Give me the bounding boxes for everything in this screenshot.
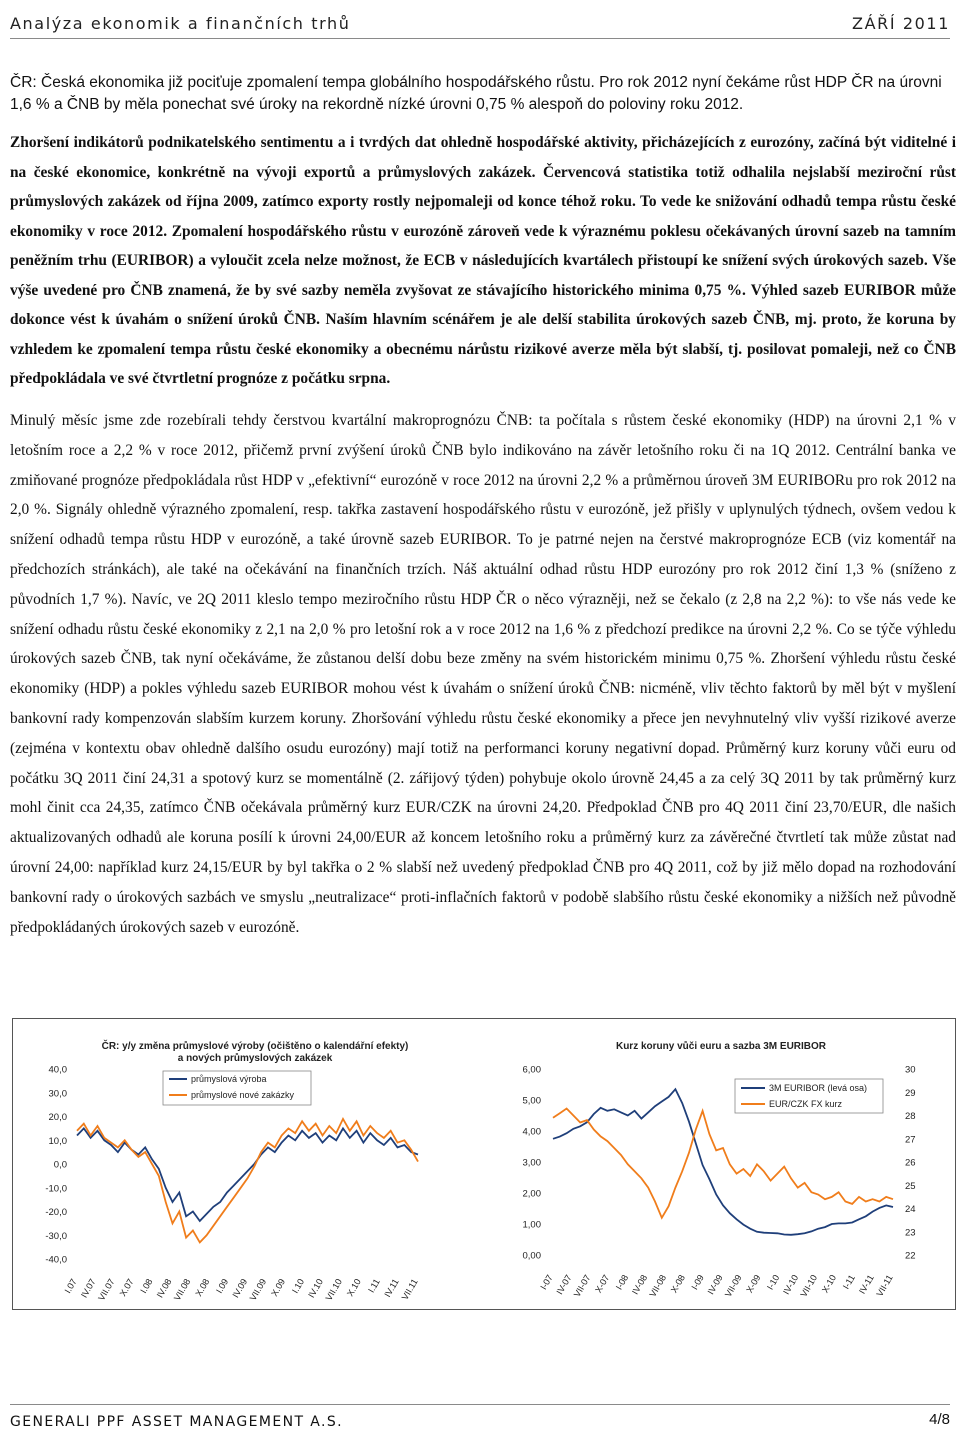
chart1-xtick: VII.11 bbox=[399, 1277, 420, 1302]
chart-czk-euribor bbox=[523, 1040, 916, 1299]
chart2-xtick: I-09 bbox=[689, 1273, 706, 1292]
chart2-ytick-right: 30 bbox=[905, 1064, 916, 1076]
chart2-legend bbox=[735, 1079, 883, 1113]
chart2-ytick-left: 1,00 bbox=[522, 1219, 541, 1231]
chart1-legend-label: průmyslová výroba bbox=[191, 1074, 267, 1084]
chart1-legend-label: průmyslové nové zakázky bbox=[191, 1090, 295, 1100]
charts-svg bbox=[13, 1019, 955, 1309]
chart2-xtick: IV-10 bbox=[781, 1273, 801, 1297]
chart1-ytick: -30,0 bbox=[45, 1230, 67, 1242]
page-header bbox=[10, 14, 950, 39]
report-date: ZÁŘÍ 2011 bbox=[852, 14, 950, 33]
chart2-xtick: VII-07 bbox=[571, 1273, 593, 1299]
chart1-title bbox=[102, 1039, 409, 1064]
chart2-xtick: I-10 bbox=[764, 1273, 782, 1292]
chart2-title-line: Kurz koruny vůči euru a sazba 3M EURIBOR bbox=[615, 1041, 827, 1052]
chart1-xtick: X.08 bbox=[193, 1277, 212, 1299]
chart2-series-line bbox=[553, 1109, 893, 1218]
page-number: 4/8 bbox=[929, 1411, 950, 1428]
chart1-xtick: VII.09 bbox=[247, 1277, 269, 1303]
chart1-xtick: IV.11 bbox=[382, 1277, 401, 1299]
chart2-xtick: IV-07 bbox=[554, 1273, 574, 1297]
chart1-xtick: VII.10 bbox=[323, 1277, 344, 1303]
chart2-xtick: VII-10 bbox=[798, 1273, 820, 1299]
chart2-ytick-left: 2,00 bbox=[522, 1188, 541, 1200]
chart2-xtick: X-10 bbox=[819, 1273, 839, 1295]
chart1-ytick: 10,0 bbox=[48, 1135, 67, 1147]
chart2-xtick: IV-11 bbox=[857, 1273, 876, 1296]
chart2-ytick-right: 22 bbox=[905, 1250, 916, 1262]
chart-industry bbox=[45, 1039, 419, 1302]
chart1-xtick: X.10 bbox=[344, 1277, 363, 1299]
chart2-xtick: X-09 bbox=[744, 1273, 763, 1295]
bold-paragraph: Zhoršení indikátorů podnikatelského sentimentu a i tvrdých dat ohledně hospodářské aktivity, přicházejících z eurozóny, začíná být viditelné i na české ekonomice, konkrétně na vývoji exportů a průmyslových zakázek. Červencová statistika totiž odhalila nejslabší meziroční růst průmyslových zakázek od října 2009, zatímco exporty rostly nejpomaleji od konce téhož roku. To vede ke snižování odhadů tempa růstu české ekonomiky v roce 2012. Zpomalení hospodářského růstu v eurozóně zároveň vede k výraznému poklesu očekávaných úrovní sazeb na tamním peněžním trhu (EURIBOR) a vyloučit zcela nelze možnost, že ECB v následujících kvartálech přistoupí ke snížení svých úrokových sazeb. Vše výše uvedené pro ČNB znamená, že by své sazby neměla zvyšovat ze stávajícího historického minima 0,75 %. Výhled sazeb EURIBOR může dokonce vést k úvahám o snížení úroků ČNB. Naším hlavním scénářem je ale delší stabilita úrokových sazeb ČNB, mj. proto, že koruna by vzhledem ke zpomalení tempa růstu české ekonomiky a obecnému nárůstu rizikové averze měla být slabší, tj. posilovat pomaleji, než co ČNB předpokládala ve své čtvrtletní prognóze z počátku srpna. bbox=[10, 134, 956, 387]
chart1-title-line: ČR: y/y změna průmyslové výroby (očištěno o kalendářní efekty) bbox=[101, 1041, 409, 1052]
charts-frame bbox=[12, 1018, 956, 1310]
lead-paragraph: ČR: Česká ekonomika již pociťuje zpomalení tempa globálního hospodářského růstu. Pro rok 2012 nyní čekáme růst HDP ČR na úrovni 1,6 % a ČNB by měla ponechat své úroky na rekordně nízké úrovni 0,75 % alespoň do poloviny roku 2012. bbox=[10, 74, 942, 113]
chart1-xtick: X.07 bbox=[117, 1277, 136, 1299]
company-name: GENERALI PPF ASSET MANAGEMENT A.S. bbox=[10, 1414, 343, 1430]
chart2-ytick-left: 5,00 bbox=[522, 1095, 541, 1107]
chart2-ytick-right: 28 bbox=[905, 1111, 916, 1122]
chart1-legend bbox=[163, 1071, 311, 1105]
chart1-xtick: I.09 bbox=[214, 1277, 231, 1296]
chart2-xtick: I-08 bbox=[613, 1273, 631, 1292]
chart2-xtick: IV-09 bbox=[705, 1273, 725, 1297]
chart1-ytick: 30,0 bbox=[48, 1088, 67, 1100]
chart1-xtick: I.07 bbox=[62, 1277, 79, 1296]
chart1-ytick: 20,0 bbox=[48, 1112, 67, 1123]
chart1-ytick: 0,0 bbox=[53, 1159, 67, 1171]
chart2-ytick-left: 3,00 bbox=[522, 1157, 541, 1169]
chart2-ytick-right: 24 bbox=[905, 1204, 916, 1215]
chart2-ytick-right: 29 bbox=[905, 1087, 916, 1099]
report-title: Analýza ekonomik a finančních trhů bbox=[10, 14, 351, 33]
chart1-xtick: I.11 bbox=[366, 1277, 382, 1295]
chart2-xtick: IV-08 bbox=[630, 1273, 650, 1297]
chart1-xtick: X.09 bbox=[269, 1277, 288, 1299]
chart1-xtick: IV.07 bbox=[78, 1277, 98, 1300]
chart2-ytick-right: 27 bbox=[905, 1134, 916, 1146]
chart1-ytick: 40,0 bbox=[48, 1064, 67, 1076]
chart2-xtick: X-07 bbox=[593, 1273, 612, 1295]
chart1-xtick: IV.08 bbox=[154, 1277, 174, 1300]
body-paragraph: Minulý měsíc jsme zde rozebírali tehdy čerstvou kvartální makroprognózu ČNB: ta počítala s růstem české ekonomiky (HDP) na úrovni 2,1 % v letošním roce a 2,2 % v roce 2012, přičemž první zvýšení úroků ČNB bylo indikováno na závěr letošního roku či na 1Q 2012. Centrální banka ve zmiňované prognóze předpokládala růst HDP v „efektivní“ eurozóně v roce 2012 na úrovni 2,2 % a průměrnou úroveň 3M EURIBORu pro rok 2012 na 2,0 %. Signály ohledně výrazného zpomalení, resp. takřka zastavení hospodářského růstu v eurozóně, jež přišly v uplynulých týdnech, ovšem vedou k snížení odhadů tempa růstu HDP v eurozóně, a také úrovně sazeb EURIBOR. To je patrné nejen na čerstvé makroprognóze ECB (viz komentář na předchozích stránkách), ale také na očekávání na finančních trzích. Náš aktuální odhad růstu HDP eurozóny pro rok 2012 činí 1,3 % (sníženo z původních 1,7 %). Navíc, ve 2Q 2011 kleslo tempo meziročního růstu HDP ČR o něco výrazněji, než se čekalo (z 2,8 na 2,2 %): to vše nás vede ke snížení odhadu růstu české ekonomiky z 2,1 na 2,0 % pro letošní rok a v roce 2012 na 1,6 % z předchozí predikce na úrovni 2,2 %. Co se týče výhledu úrokových sazeb ČNB, tak nyní očekáváme, že zůstanou delší dobu beze změny na svém historickém minimu 0,75 %. Zhoršení výhledu růstu české ekonomiky (HDP) a pokles výhledu sazeb EURIBOR mohou vést k úvahám o snížení úroků ČNB: nicméně, vliv těchto faktorů by měl být v myšlení bankovní rady kompenzován slabším kurzem koruny. Zhoršování výhledu růstu české ekonomiky a přece jen nevyhnutelný vliv vyšší rizikové averze (zejména v kontextu obav ohledně dalšího osudu eurozóny) mají totiž na performanci koruny negativní dopad. Průměrný kurz koruny vůči euru od počátku 3Q 2011 činí 24,31 a spotový kurz se momentálně (2. zářijový týden) pohybuje okolo úrovně 24,45 a za celý 3Q 2011 by tak průměrný kurz mohl činit cca 24,35, zatímco ČNB očekávala průměrný kurz EUR/CZK na úrovni 24,20. Předpoklad ČNB pro 4Q 2011 činí 23,70/EUR, dle našich aktualizovaných odhadů ale koruna posílí k úrovni 24,00/EUR až koncem letošního roku a průměrný kurz za závěrečné čtvrtletí tak může zůstat nad úrovní 24,00: například kurz 24,15/EUR by byl takřka o 2 % slabší než uvedený předpoklad ČNB pro 4Q 2011, což by již mělo dopad na rozhodování bankovní rady o úrokových sazbách ve smyslu „neutralizace“ proti-inflačních faktorů v podobě slabšího růstu české ekonomiky a nižších než původně předpokládaných úrokových sazeb v eurozóně. bbox=[10, 412, 956, 936]
chart2-xtick: I-11 bbox=[840, 1273, 857, 1291]
chart1-ytick: -10,0 bbox=[45, 1183, 67, 1195]
chart2-xtick: VII-08 bbox=[647, 1273, 669, 1299]
chart2-xtick: VII-09 bbox=[722, 1273, 744, 1299]
chart1-xtick: I.10 bbox=[289, 1277, 307, 1296]
chart2-title bbox=[616, 1040, 827, 1052]
chart1-xtick: I.08 bbox=[138, 1277, 155, 1296]
chart2-ytick-left: 6,00 bbox=[522, 1064, 541, 1076]
chart2-ytick-right: 25 bbox=[905, 1180, 916, 1192]
chart1-title-line: a nových průmyslových zakázek bbox=[177, 1053, 333, 1064]
chart2-xtick: X-08 bbox=[668, 1273, 687, 1295]
chart1-ytick: -40,0 bbox=[45, 1254, 67, 1266]
page-footer bbox=[10, 1404, 950, 1430]
chart2-ytick-right: 23 bbox=[905, 1227, 916, 1239]
chart2-legend-label: 3M EURIBOR (levá osa) bbox=[769, 1083, 868, 1093]
chart2-legend-label: EUR/CZK FX kurz bbox=[769, 1099, 843, 1109]
chart2-xtick: VII-11 bbox=[874, 1273, 895, 1299]
chart2-ytick-left: 4,00 bbox=[522, 1126, 541, 1138]
chart2-ytick-right: 26 bbox=[905, 1157, 916, 1169]
chart1-series-line bbox=[77, 1128, 418, 1221]
chart2-xtick: I-07 bbox=[538, 1273, 555, 1292]
chart1-xtick: VII.08 bbox=[171, 1277, 193, 1303]
chart1-xtick: VII.07 bbox=[96, 1277, 117, 1303]
chart1-xtick: IV.10 bbox=[306, 1277, 326, 1300]
chart1-xtick: IV.09 bbox=[230, 1277, 250, 1300]
chart2-ytick-left: 0,00 bbox=[522, 1250, 541, 1262]
chart1-ytick: -20,0 bbox=[45, 1207, 67, 1218]
